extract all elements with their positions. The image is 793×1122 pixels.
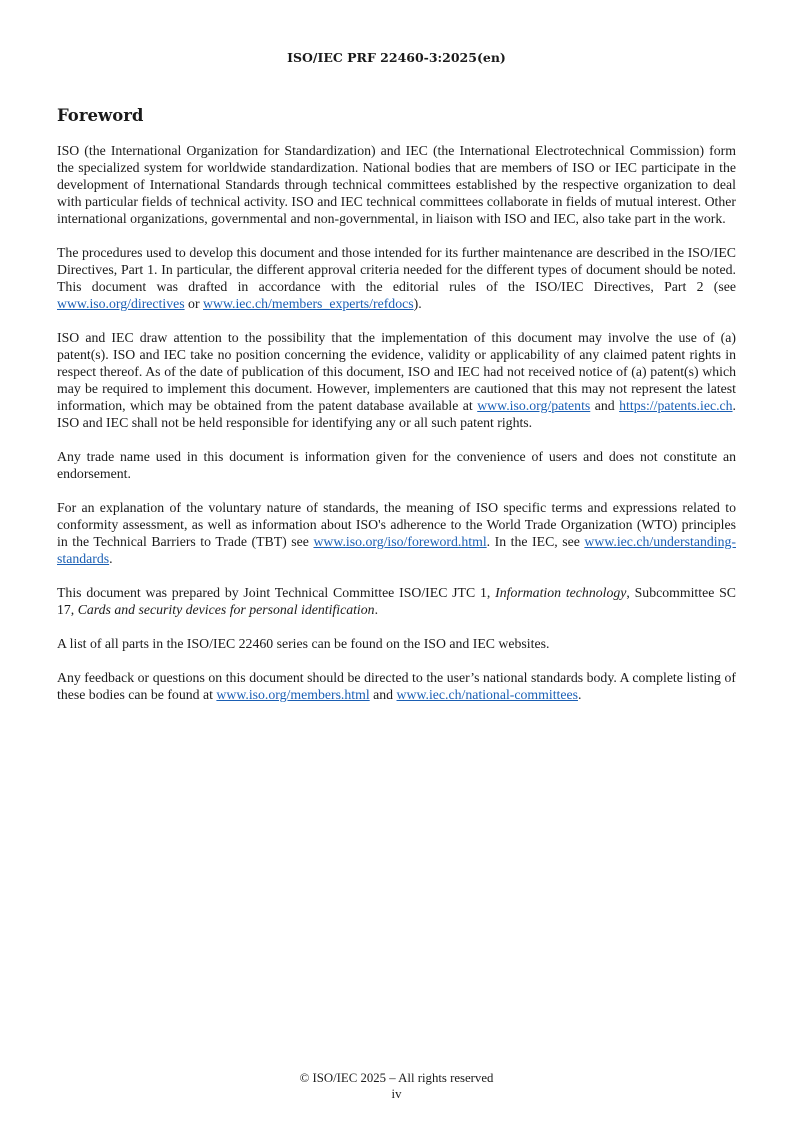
paragraph-text: . In the IEC, see [486,534,585,549]
paragraph-voluntary-nature [57,499,736,567]
paragraph-committee [57,584,736,618]
paragraph-series-parts: A list of all parts in the ISO/IEC 22460 series can be found on the ISO and IEC websites. [57,636,550,651]
link-iec-national-committees[interactable]: www.iec.ch/national-committees [396,687,578,702]
paragraph-organizations: ISO (the International Organization for Standardization) and IEC (the International Electrotechnical Commission) form the specialized system for worldwide standardization. National bodies that are members of ISO or IEC participate in the development of International Standards through technical committees established by the respective organization to deal with particular fields of technical activity. ISO and IEC technical committees collaborate in fields of mutual interest. Other international organizations, governmental and non-governmental, in liaison with ISO and IEC, also take part in the work. [57,143,736,226]
paragraph-trade-name: Any trade name used in this document is information given for the convenience of users and does not constitute an endorsement. [57,449,736,481]
paragraph-text: ). [413,296,422,311]
paragraph-text: For an explanation of the voluntary nature of standards, the meaning of ISO specific terms and expressions related to conformity assessment, as well as information about ISO's adherence to the World Trade Organization (WTO) principles in the Technical Barriers to Trade (TBT) see [57,500,736,549]
link-iec-refdocs[interactable]: www.iec.ch/members_experts/refdocs [203,296,414,311]
committee-title: Information technology [495,585,627,600]
link-iso-directives[interactable]: www.iso.org/directives [57,296,185,311]
link-iec-patents[interactable]: https://patents.iec.ch [619,398,733,413]
paragraph-text: Any feedback or questions on this document should be directed to the user’s national standards body. A complete listing of these bodies can be found at [57,670,736,702]
link-iec-understanding-standards[interactable]: www.iec.ch/understanding-standards [57,534,736,566]
paragraph-feedback [57,669,736,703]
paragraph-text: ISO and IEC draw attention to the possibility that the implementation of this document may involve the use of (a) patent(s). ISO and IEC take no position concerning the evidence, validity or applicability of any claimed patent rights in respect thereof. As of the date of publication of this document, ISO and IEC had not received notice of (a) patent(s) which may be required to implement this document. However, implementers are cautioned that this may not represent the latest information, which may be obtained from the patent database available at [57,330,736,413]
paragraph-text: and [369,687,397,702]
document-id: ISO/IEC PRF 22460-3:2025(en) [287,50,506,65]
paragraph-text: This document was prepared by Joint Technical Committee ISO/IEC JTC 1, [57,585,496,600]
link-iso-patents[interactable]: www.iso.org/patents [477,398,591,413]
page-footer [0,1070,793,1102]
paragraph-text: . [374,602,379,617]
foreword-section [57,106,736,720]
link-iso-foreword[interactable]: www.iso.org/iso/foreword.html [313,534,487,549]
paragraph-text: and [590,398,620,413]
paragraph-text: . [577,687,582,702]
page-number: iv [391,1087,402,1101]
link-iso-members[interactable]: www.iso.org/members.html [216,687,370,702]
paragraph-text: , Subcommittee SC 17, [57,585,736,617]
subcommittee-title: Cards and security devices for personal identification [77,602,375,617]
paragraph-procedures [57,244,736,312]
paragraph-text: . ISO and IEC shall not be held responsible for identifying any or all such patent rights. [57,398,736,430]
document-header [0,50,793,65]
paragraph-patents [57,329,736,431]
paragraph-text: . [109,551,113,566]
copyright-notice: © ISO/IEC 2025 – All rights reserved [299,1071,494,1085]
paragraph-text: or [184,296,204,311]
section-title: Foreword [57,106,144,125]
paragraph-text: The procedures used to develop this document and those intended for its further maintenance are described in the ISO/IEC Directives, Part 1. In particular, the different approval criteria needed for the different types of document should be noted. This document was drafted in accordance with the editorial rules of the ISO/IEC Directives, Part 2 (see [57,245,736,294]
